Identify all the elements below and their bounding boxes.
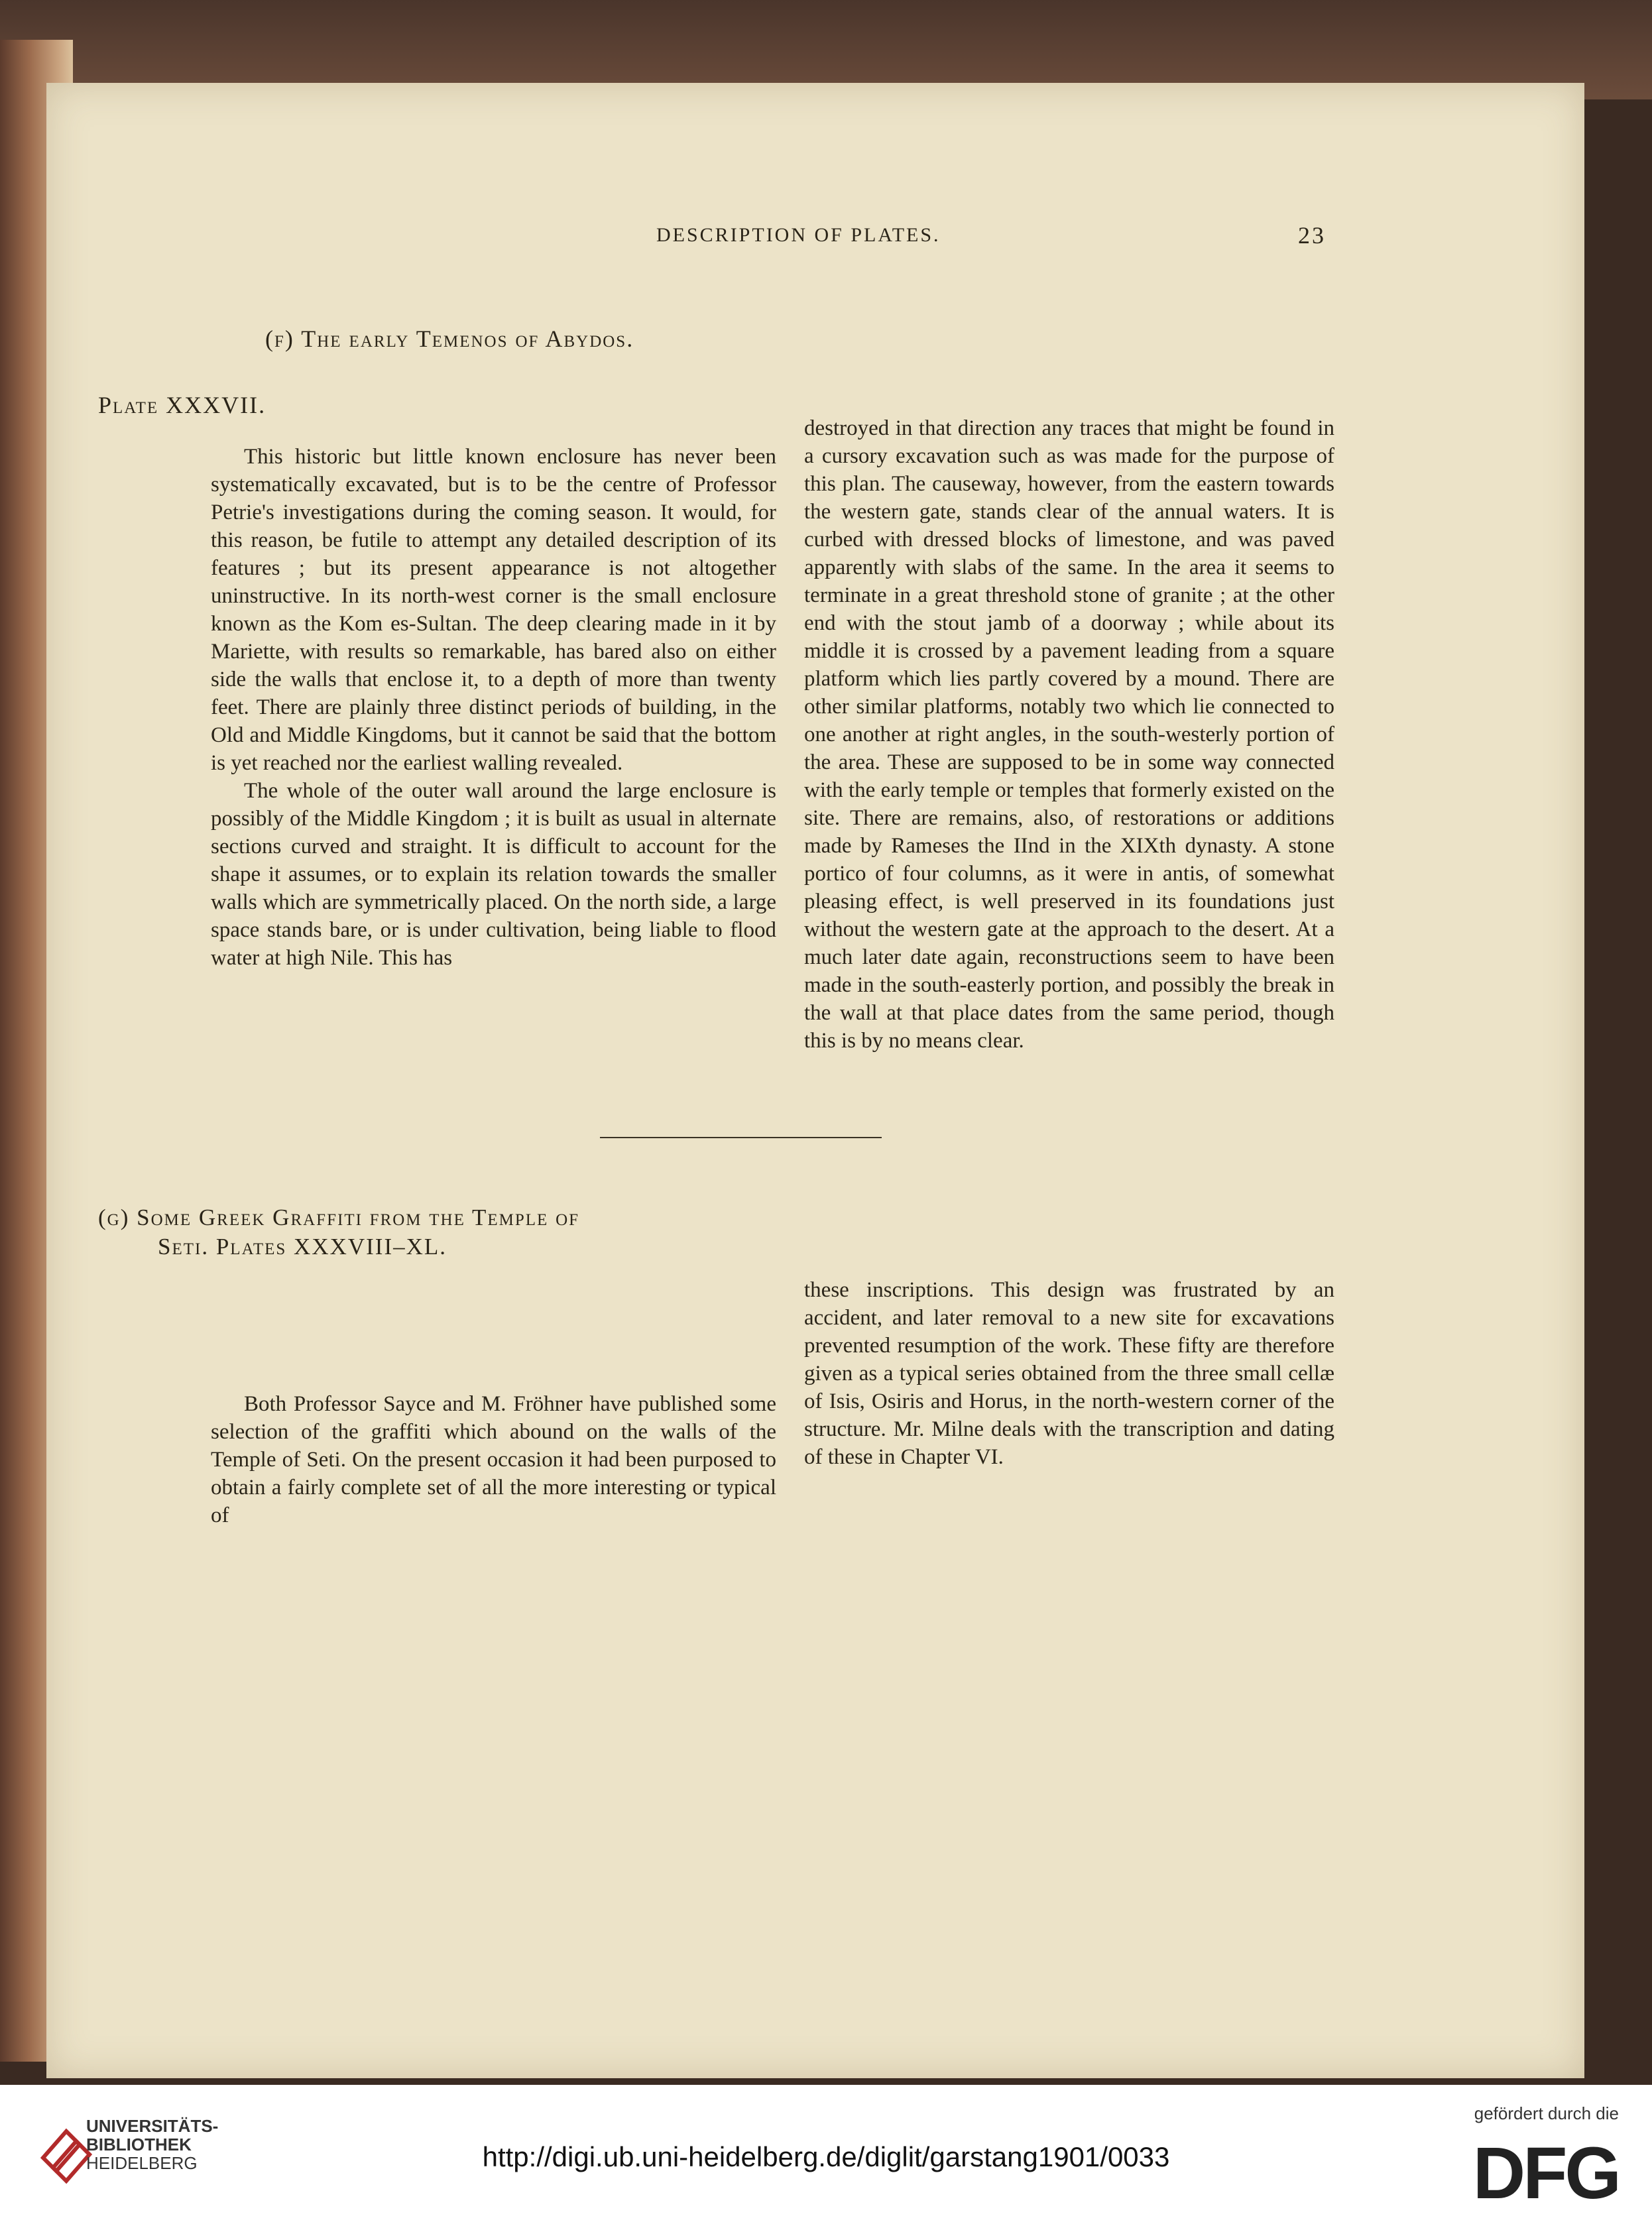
page-number: 23 [1298,222,1326,249]
paragraph: This historic but little known enclosure has never been systematically excavated, but is to be the centre of Professor Petrie's investigations during the coming season. It would, for this reason, be futile to attempt any detailed description of its features ; but its present appearance is not altogether uninstructive. In its north-west corner is the small enclosure known as the Kom es-Sultan. The deep clearing made in it by Mariette, with results so remarkable, has bared also on either side the walls that enclose it, to a depth of more than twenty feet. There are plainly three distinct periods of building, in the Old and Middle Kingdoms, but it cannot be said that the bottom is yet reached nor the earliest walling revealed. [211,445,776,775]
section-g-heading-line1: (g) Some Greek Graffiti from the Temple of [98,1205,580,1230]
funded-by-label: gefördert durch die [1474,2103,1619,2123]
book-page [46,83,1584,2078]
source-url-link[interactable]: http://digi.ub.uni-heidelberg.de/diglit/garstang1901/0033 [482,2141,1170,2172]
dfg-logo: DFG [1472,2133,1619,2214]
paragraph: Both Professor Sayce and M. Fröhner have published some selection of the graffiti which abound on the walls of the Temple of Seti. On the present occasion it had been purposed to obtain a fairly complete set of all the more interesting or typical of [211,1392,776,1527]
running-head-title: DESCRIPTION OF PLATES. [656,224,941,246]
section-f-right-column [804,414,1334,1055]
paragraph: destroyed in that direction any traces that might be found in a cursory excavation such as was made for the purpose of this plan. The causeway, however, from the eastern towards the western gate, stands clear of the annual waters. It is curbed with dressed blocks of limestone, and was paved apparently with slabs of the same. In the area it seems to terminate in a great threshold stone of granite ; at the other end with the stout jamb of a doorway ; while about its middle it is crossed by a pavement leading from a square platform which lies partly covered by a mound. There are other similar platforms, notably two which lie connected to one another at right angles, in the south-westerly portion of the area. These are supposed to be in some way connected with the early temple or temples that formerly existed on the site. There are remains, also, of restorations or additions made by Rameses the IInd in the XIXth dynasty. A stone portico of four columns, as it were in antis, of somewhat pleasing effect, is well preserved in its foundations just without the western gate at the approach to the desert. At a much later date again, reconstructions seem to have been made in the south-easterly portion, and possibly the break in the wall at that place dates from the same period, though this is by no means clear. [804,416,1334,1053]
paragraph: The whole of the outer wall around the large enclosure is possibly of the Middle Kingdom ; it is built as usual in alternate sections curved and straight. It is difficult to account for the shape it assumes, or to explain its relation towards the smaller walls which are symmetrically placed. On the north side, a large space stands bare, or is under cultivation, being liable to flood water at high Nile. This has [211,779,776,970]
library-name: UNIVERSITÄTS- BIBLIOTHEK HEIDELBERG [86,2116,219,2173]
section-g-heading [98,1203,735,1262]
section-f-left-column [211,443,776,972]
section-g-heading-line2: Seti. Plates XXXVIII–XL. [158,1234,447,1260]
section-f-heading: (f) The early Temenos of Abydos. [265,325,634,352]
section-g-left-column [211,1390,776,1529]
digitization-footer [0,2085,1652,2234]
section-g-right-column [804,1276,1334,1471]
paragraph: these inscriptions. This design was frustrated by an accident, and later removal to a new site for excavations prevented resumption of the work. These fifty are therefore given as a typical series obtained from the three small cellæ of Isis, Osiris and Horus, in the north-western corner of the structure. Mr. Milne deals with the transcription and dating of these in Chapter VI. [804,1278,1334,1469]
section-f-plate-label: Plate XXXVII. [98,392,266,418]
section-divider [600,1137,882,1138]
